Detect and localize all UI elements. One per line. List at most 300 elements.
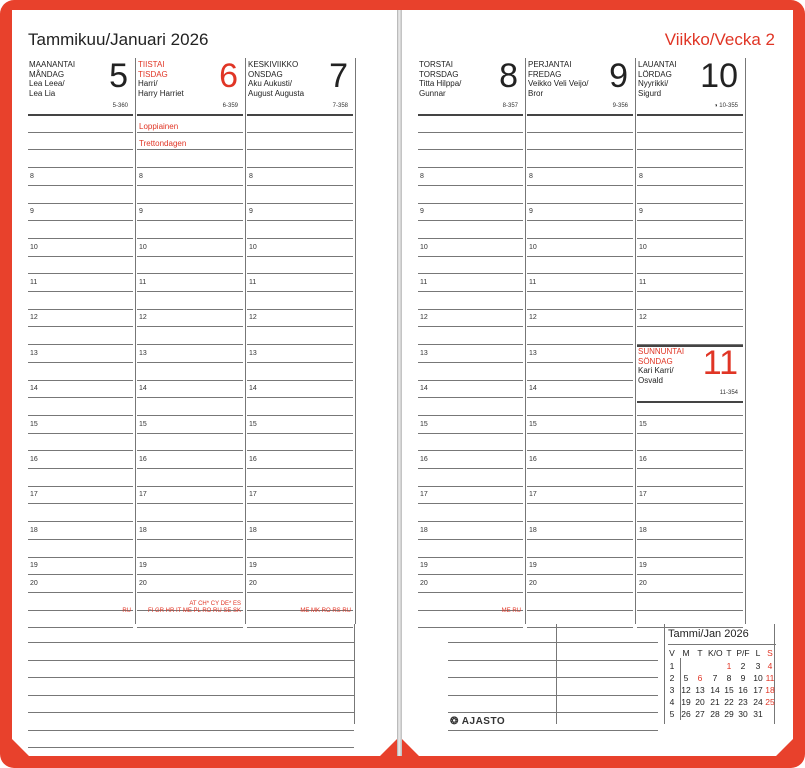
day-number: 8 bbox=[499, 57, 518, 95]
row-rule bbox=[28, 574, 133, 575]
row-rule bbox=[637, 185, 743, 186]
row-rule bbox=[418, 132, 523, 133]
row-rule bbox=[137, 627, 243, 628]
mini-calendar-rule bbox=[668, 644, 776, 645]
day-number: 11 bbox=[702, 344, 738, 382]
row-rule bbox=[247, 167, 353, 168]
column-divider bbox=[745, 58, 746, 624]
row-rule bbox=[28, 256, 133, 257]
hour-label: 17 bbox=[139, 491, 147, 499]
mini-calendar-date: 23 bbox=[738, 697, 748, 707]
mini-calendar-header: K/O bbox=[708, 648, 723, 658]
row-rule bbox=[137, 203, 243, 204]
day-header bbox=[138, 57, 242, 114]
day-header bbox=[248, 57, 352, 114]
mini-calendar-date: 6 bbox=[697, 673, 703, 683]
hour-label: 15 bbox=[420, 420, 428, 428]
row-rule bbox=[637, 521, 743, 522]
mini-calendar-date: 1 bbox=[726, 661, 732, 671]
row-rule bbox=[28, 486, 133, 487]
hour-label: 20 bbox=[30, 579, 38, 587]
mini-calendar-date: 15 bbox=[724, 685, 734, 695]
mini-calendar-date: 4 bbox=[767, 661, 773, 671]
note-rule bbox=[28, 660, 354, 661]
hour-label: 18 bbox=[639, 526, 647, 534]
mini-calendar-date: 11 bbox=[765, 673, 775, 683]
hour-label: 12 bbox=[30, 314, 38, 322]
hour-label: 11 bbox=[30, 279, 38, 286]
day-name-fi: KESKIVIIKKO bbox=[248, 60, 299, 69]
row-rule bbox=[247, 256, 353, 257]
day-of-year: 9-356 bbox=[612, 103, 628, 109]
mini-calendar-date: 7 bbox=[712, 673, 718, 683]
row-rule bbox=[247, 309, 353, 310]
name-day: Sigurd bbox=[638, 88, 662, 98]
hour-label: 9 bbox=[249, 208, 253, 216]
row-rule bbox=[418, 574, 523, 575]
day-header bbox=[419, 57, 522, 114]
mini-calendar-date: 16 bbox=[738, 685, 748, 695]
row-rule bbox=[247, 450, 353, 451]
hour-label: 19 bbox=[529, 562, 537, 570]
hour-label: 9 bbox=[30, 208, 34, 216]
logo-text: AJASTO bbox=[461, 716, 506, 727]
hour-label: 14 bbox=[420, 385, 428, 393]
row-rule bbox=[137, 220, 243, 221]
row-rule bbox=[527, 256, 633, 257]
row-rule bbox=[418, 468, 523, 469]
row-rule bbox=[28, 468, 133, 469]
mini-calendar-date: 12 bbox=[681, 685, 691, 695]
header-rule bbox=[527, 114, 633, 116]
row-rule bbox=[637, 203, 743, 204]
note-rule bbox=[448, 660, 658, 661]
row-rule bbox=[28, 309, 133, 310]
hour-label: 11 bbox=[139, 279, 147, 286]
row-rule bbox=[527, 238, 633, 239]
row-rule bbox=[28, 344, 133, 345]
row-rule bbox=[637, 574, 743, 575]
mini-calendar-date: 22 bbox=[724, 697, 734, 707]
hour-label: 9 bbox=[639, 208, 643, 216]
row-rule bbox=[247, 203, 353, 204]
row-rule bbox=[527, 557, 633, 558]
row-rule bbox=[137, 256, 243, 257]
row-rule bbox=[418, 326, 523, 327]
day-number: 10 bbox=[700, 57, 738, 95]
page-corner bbox=[776, 739, 793, 756]
row-rule bbox=[527, 610, 633, 611]
day-number: 9 bbox=[609, 57, 628, 95]
mini-calendar-date: 9 bbox=[740, 673, 746, 683]
name-day: Lea Leea/ bbox=[29, 79, 65, 88]
row-rule bbox=[247, 273, 353, 274]
row-rule bbox=[247, 539, 353, 540]
row-rule bbox=[637, 450, 743, 451]
row-rule bbox=[28, 380, 133, 381]
row-rule bbox=[637, 220, 743, 221]
row-rule bbox=[28, 627, 133, 628]
mini-calendar-date: 19 bbox=[681, 697, 691, 707]
row-rule bbox=[637, 273, 743, 274]
mini-calendar-date: 29 bbox=[724, 709, 734, 719]
row-rule bbox=[247, 415, 353, 416]
hour-label: 8 bbox=[249, 172, 253, 180]
name-day: Harri/ bbox=[138, 79, 158, 88]
mini-calendar-date: 28 bbox=[710, 709, 720, 719]
day-name-sv: FREDAG bbox=[528, 69, 562, 79]
right-page bbox=[402, 10, 793, 756]
row-rule bbox=[527, 273, 633, 274]
row-rule bbox=[137, 486, 243, 487]
row-rule bbox=[247, 468, 353, 469]
page-corner bbox=[12, 739, 29, 756]
day-name bbox=[29, 60, 75, 98]
hour-label: 16 bbox=[420, 456, 428, 463]
hour-label: 8 bbox=[529, 172, 533, 180]
mini-calendar-date: 10 bbox=[753, 673, 763, 683]
note-rule bbox=[448, 677, 658, 678]
mini-calendar-date: 20 bbox=[695, 697, 705, 707]
row-rule bbox=[527, 326, 633, 327]
row-rule bbox=[527, 291, 633, 292]
row-rule bbox=[247, 149, 353, 150]
week-title: Viikko/Vecka 2 bbox=[664, 30, 775, 49]
row-rule bbox=[137, 326, 243, 327]
day-header bbox=[29, 57, 132, 114]
hour-label: 18 bbox=[30, 526, 38, 534]
hour-label: 15 bbox=[139, 420, 147, 428]
note-rule bbox=[448, 730, 658, 731]
row-rule bbox=[418, 149, 523, 150]
row-rule bbox=[527, 344, 633, 345]
row-rule bbox=[28, 203, 133, 204]
row-rule bbox=[527, 539, 633, 540]
day-name-fi: TIISTAI bbox=[138, 60, 165, 69]
day-of-year: 7-358 bbox=[332, 103, 348, 109]
row-rule bbox=[247, 397, 353, 398]
row-rule bbox=[137, 415, 243, 416]
hour-label: 20 bbox=[249, 579, 257, 587]
row-rule bbox=[527, 220, 633, 221]
mini-calendar-date: 30 bbox=[738, 709, 748, 719]
hour-label: 8 bbox=[30, 172, 34, 180]
row-rule bbox=[28, 592, 133, 593]
row-rule bbox=[28, 610, 133, 611]
row-rule bbox=[637, 326, 743, 327]
header-rule bbox=[247, 114, 353, 116]
mini-calendar-date: 8 bbox=[726, 673, 732, 683]
day-name-fi: TORSTAI bbox=[419, 60, 453, 69]
day-name bbox=[248, 60, 304, 98]
row-rule bbox=[247, 220, 353, 221]
row-rule bbox=[137, 592, 243, 593]
day-name-fi: MAANANTAI bbox=[29, 60, 76, 69]
row-rule bbox=[418, 521, 523, 522]
row-rule bbox=[637, 486, 743, 487]
week-number: 3 bbox=[669, 685, 675, 695]
row-rule bbox=[637, 503, 743, 504]
day-name-sv: TISDAG bbox=[138, 69, 168, 79]
row-rule bbox=[418, 380, 523, 381]
holiday-note: Trettondagen bbox=[139, 139, 187, 149]
column-divider bbox=[635, 58, 636, 624]
row-rule bbox=[418, 592, 523, 593]
hour-label: 13 bbox=[529, 349, 537, 357]
row-rule bbox=[418, 273, 523, 274]
row-rule bbox=[137, 433, 243, 434]
ajasto-logo: ❂ AJASTO bbox=[450, 716, 506, 727]
row-rule bbox=[418, 397, 523, 398]
day-name-sv: SÖNDAG bbox=[638, 356, 673, 366]
row-rule bbox=[637, 557, 743, 558]
row-rule bbox=[247, 503, 353, 504]
name-day: Veikko Veli Veijo/ bbox=[528, 79, 589, 88]
row-rule bbox=[247, 344, 353, 345]
row-rule bbox=[418, 167, 523, 168]
row-rule bbox=[137, 362, 243, 363]
row-rule bbox=[418, 557, 523, 558]
sunday-header bbox=[638, 344, 742, 401]
hour-label: 9 bbox=[529, 208, 533, 216]
row-rule bbox=[418, 203, 523, 204]
mini-calendar-date: 17 bbox=[753, 685, 763, 695]
hour-label: 8 bbox=[420, 172, 424, 180]
row-rule bbox=[247, 521, 353, 522]
row-rule bbox=[637, 309, 743, 310]
hour-label: 12 bbox=[249, 314, 257, 322]
hour-label: 16 bbox=[529, 456, 537, 463]
row-rule bbox=[137, 238, 243, 239]
row-rule bbox=[137, 132, 243, 133]
row-rule bbox=[247, 132, 353, 133]
week-number: 1 bbox=[669, 661, 675, 671]
mini-calendar bbox=[668, 628, 778, 728]
header-rule bbox=[418, 114, 523, 116]
name-day: Harry Harriet bbox=[138, 88, 184, 98]
row-rule bbox=[137, 167, 243, 168]
day-name-fi: SUNNUNTAI bbox=[638, 347, 685, 356]
row-rule bbox=[137, 557, 243, 558]
mini-calendar-header: P/F bbox=[736, 648, 750, 658]
hour-label: 15 bbox=[529, 420, 537, 428]
row-rule bbox=[527, 433, 633, 434]
note-rule bbox=[448, 642, 658, 643]
hour-label: 15 bbox=[249, 420, 257, 428]
row-rule bbox=[637, 167, 743, 168]
row-rule bbox=[28, 415, 133, 416]
flag-line: FI GR HR IT ME PL RO RU SE SK bbox=[147, 608, 241, 614]
name-day: Nyyrikki/ bbox=[638, 79, 669, 88]
mini-calendar-header: V bbox=[669, 648, 675, 658]
day-of-year: 5-360 bbox=[112, 103, 128, 109]
mini-calendar-date: 13 bbox=[695, 685, 705, 695]
hour-label: 19 bbox=[249, 562, 257, 570]
day-name-fi: LAUANTAI bbox=[638, 60, 677, 69]
row-rule bbox=[527, 132, 633, 133]
row-rule bbox=[247, 185, 353, 186]
row-rule bbox=[137, 450, 243, 451]
mini-calendar-date: 5 bbox=[683, 673, 689, 683]
column-divider bbox=[245, 58, 246, 624]
day-name-sv: TORSDAG bbox=[419, 69, 459, 79]
row-rule bbox=[637, 539, 743, 540]
hour-label: 14 bbox=[249, 385, 257, 393]
hour-label: 10 bbox=[30, 243, 38, 251]
column-divider bbox=[556, 624, 557, 724]
row-rule bbox=[137, 291, 243, 292]
row-rule bbox=[247, 326, 353, 327]
month-title: Tammikuu/Januari 2026 bbox=[28, 30, 209, 49]
hour-label: 13 bbox=[420, 349, 428, 357]
row-rule bbox=[28, 557, 133, 558]
hour-label: 20 bbox=[420, 579, 428, 587]
row-rule bbox=[137, 539, 243, 540]
hour-label: 8 bbox=[639, 172, 643, 180]
row-rule bbox=[527, 468, 633, 469]
hour-label: 10 bbox=[249, 243, 257, 251]
day-number: 7 bbox=[329, 57, 348, 95]
column-divider bbox=[354, 624, 355, 724]
hour-label: 15 bbox=[30, 420, 38, 428]
hour-label: 16 bbox=[639, 456, 647, 463]
column-divider bbox=[355, 58, 356, 624]
row-rule bbox=[28, 539, 133, 540]
left-page bbox=[12, 10, 397, 756]
row-rule bbox=[28, 433, 133, 434]
day-name-sv: ONSDAG bbox=[248, 69, 283, 79]
hour-label: 17 bbox=[529, 491, 537, 499]
note-rule bbox=[28, 677, 354, 678]
hour-label: 9 bbox=[139, 208, 143, 216]
row-rule bbox=[28, 450, 133, 451]
row-rule bbox=[418, 362, 523, 363]
mini-calendar-date: 25 bbox=[765, 697, 775, 707]
flag-line: RU bbox=[122, 608, 131, 614]
row-rule bbox=[28, 362, 133, 363]
row-rule bbox=[28, 273, 133, 274]
name-day: Osvald bbox=[638, 375, 663, 385]
mini-calendar-header: T bbox=[726, 648, 732, 658]
mini-calendar-divider bbox=[680, 658, 681, 720]
hour-label: 19 bbox=[420, 562, 428, 570]
row-rule bbox=[28, 503, 133, 504]
row-rule bbox=[527, 309, 633, 310]
day-header bbox=[528, 57, 632, 114]
row-rule bbox=[527, 185, 633, 186]
row-rule bbox=[637, 468, 743, 469]
mini-calendar-header: S bbox=[767, 648, 773, 658]
note-rule bbox=[28, 730, 354, 731]
row-rule bbox=[527, 486, 633, 487]
day-name bbox=[419, 60, 461, 98]
row-rule bbox=[247, 486, 353, 487]
row-rule bbox=[28, 397, 133, 398]
hour-label: 10 bbox=[529, 243, 537, 251]
mini-calendar-date: 2 bbox=[740, 661, 746, 671]
row-rule bbox=[418, 415, 523, 416]
hour-label: 13 bbox=[139, 349, 147, 357]
page-corner bbox=[380, 739, 397, 756]
row-rule bbox=[247, 574, 353, 575]
hour-label: 8 bbox=[139, 172, 143, 180]
row-rule bbox=[247, 380, 353, 381]
flag-days bbox=[502, 608, 521, 615]
row-rule bbox=[527, 149, 633, 150]
row-rule bbox=[637, 433, 743, 434]
name-day: August Augusta bbox=[248, 88, 305, 98]
hour-label: 16 bbox=[30, 456, 38, 463]
row-rule bbox=[527, 362, 633, 363]
day-of-year: ◑ 10-355 bbox=[714, 103, 738, 109]
row-rule bbox=[527, 592, 633, 593]
note-rule bbox=[448, 712, 658, 713]
day-name-fi: PERJANTAI bbox=[528, 60, 572, 69]
hour-label: 10 bbox=[639, 243, 647, 251]
name-day: Titta Hilppa/ bbox=[419, 79, 462, 88]
hour-label: 17 bbox=[639, 491, 647, 499]
week-number: 4 bbox=[669, 697, 675, 707]
row-rule bbox=[637, 610, 743, 611]
flag-days bbox=[122, 608, 131, 615]
hour-label: 19 bbox=[30, 562, 38, 570]
row-rule bbox=[527, 380, 633, 381]
name-day: Gunnar bbox=[419, 88, 446, 98]
row-rule bbox=[527, 415, 633, 416]
header-rule bbox=[28, 114, 133, 116]
name-day: Kari Karri/ bbox=[638, 366, 674, 375]
column-divider bbox=[135, 58, 136, 624]
header-rule bbox=[637, 114, 743, 116]
flag-line: AT CH* CY DE* ES bbox=[189, 601, 241, 607]
week-number: 5 bbox=[669, 709, 675, 719]
row-rule bbox=[247, 433, 353, 434]
day-name bbox=[528, 60, 588, 98]
mini-calendar-date: 27 bbox=[695, 709, 705, 719]
row-rule bbox=[28, 291, 133, 292]
day-name bbox=[138, 60, 184, 98]
hour-label: 18 bbox=[139, 526, 147, 534]
day-name bbox=[638, 60, 677, 98]
row-rule bbox=[137, 468, 243, 469]
row-rule bbox=[137, 397, 243, 398]
mini-calendar-title: Tammi/Jan 2026 bbox=[668, 628, 749, 640]
hour-label: 17 bbox=[30, 491, 38, 499]
hour-label: 12 bbox=[420, 314, 428, 322]
hour-label: 17 bbox=[249, 491, 257, 499]
day-name-sv: LÖRDAG bbox=[638, 69, 672, 79]
row-rule bbox=[637, 256, 743, 257]
row-rule bbox=[247, 557, 353, 558]
hour-label: 18 bbox=[249, 526, 257, 534]
hour-label: 14 bbox=[529, 385, 537, 393]
hour-label: 12 bbox=[529, 314, 537, 322]
flag-days bbox=[300, 608, 351, 615]
mini-calendar-date: 21 bbox=[710, 697, 720, 707]
hour-label: 14 bbox=[30, 385, 38, 393]
note-rule bbox=[448, 695, 658, 696]
day-of-year: 6-359 bbox=[222, 103, 238, 109]
hour-label: 12 bbox=[639, 314, 647, 322]
flag-line: ME RU bbox=[501, 608, 521, 614]
row-rule bbox=[418, 486, 523, 487]
header-rule bbox=[137, 114, 243, 116]
row-rule bbox=[247, 627, 353, 628]
hour-label: 18 bbox=[420, 526, 428, 534]
row-rule bbox=[418, 539, 523, 540]
row-rule bbox=[137, 344, 243, 345]
mini-calendar-date: 26 bbox=[681, 709, 691, 719]
